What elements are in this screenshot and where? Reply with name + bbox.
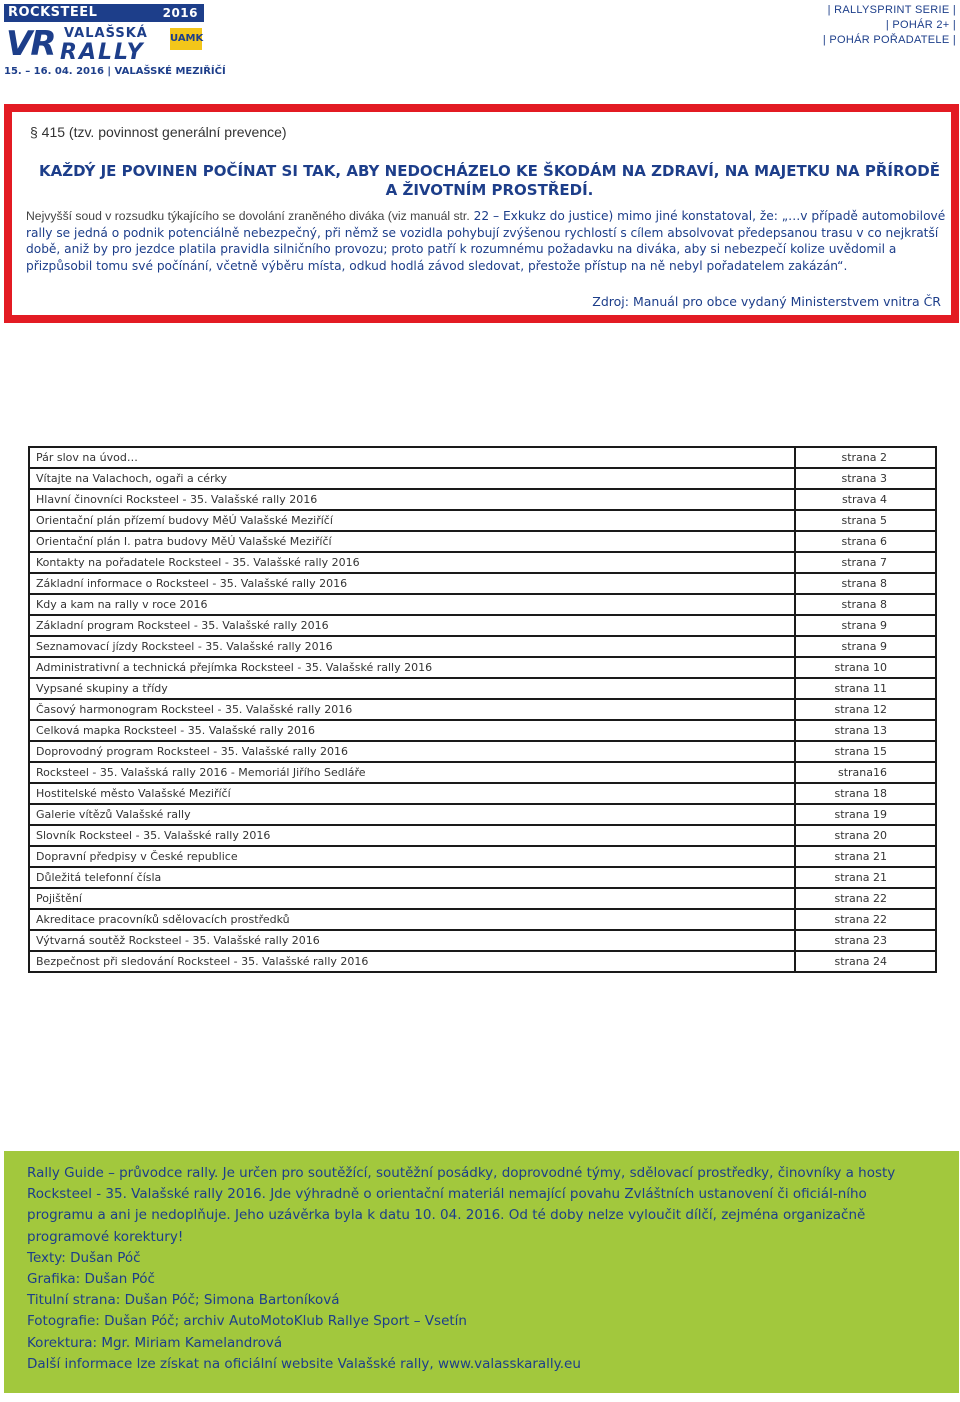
logo-rally: RALLY — [60, 40, 145, 65]
table-row — [29, 762, 936, 783]
logo-year: 2016 — [162, 6, 198, 20]
toc-title: Slovník Rocksteel - 35. Valašské rally 2016 — [29, 825, 795, 846]
toc-page: strana 5 — [795, 510, 936, 531]
toc-page: strana 2 — [795, 447, 936, 468]
toc-page: strana 22 — [795, 888, 936, 909]
credit-korektura: Korektura: Mgr. Miriam Kamelandrová — [27, 1334, 283, 1351]
logo-main — [4, 24, 204, 64]
table-row — [29, 447, 936, 468]
toc-page: strana 22 — [795, 909, 936, 930]
table-row — [29, 468, 936, 489]
logo-rocksteel: ROCKSTEEL — [8, 5, 98, 20]
toc-page: strana 11 — [795, 678, 936, 699]
toc-title: Orientační plán přízemí budovy MěÚ Valašské Meziříčí — [29, 510, 795, 531]
toc-title: Seznamovací jízdy Rocksteel - 35. Valašské rally 2016 — [29, 636, 795, 657]
toc-title: Bezpečnost při sledování Rocksteel - 35. Valašské rally 2016 — [29, 951, 795, 972]
toc-title: Hlavní činovníci Rocksteel - 35. Valašské rally 2016 — [29, 489, 795, 510]
table-row — [29, 909, 936, 930]
table-row — [29, 657, 936, 678]
series-item: | RALLYSPRINT SERIE | — [827, 4, 956, 16]
table-row — [29, 510, 936, 531]
guide-description: Rally Guide – průvodce rally. Je určen pro soutěžící, soutěžní posádky, doprovodné týmy, sdělovací prostředky, činovníky a hosty Rocksteel - 35. Valašské rally 2016. Jde výhradně o orientační materiál nemající povahu Zvláštních ustanovení či oficiál-ního programu a ani je nedoplňuje. Jeho uzávěrka byla k datu 10. 04. 2016. Od té doby nelze vyloučit dílčí, zejména organizačně programové korektury! — [27, 1165, 896, 1245]
toc-page: strava 4 — [795, 489, 936, 510]
table-row — [29, 678, 936, 699]
toc-page: strana 8 — [795, 594, 936, 615]
toc-page: strana 6 — [795, 531, 936, 552]
toc-page: strana 13 — [795, 720, 936, 741]
toc-title: Galerie vítězů Valašské rally — [29, 804, 795, 825]
toc-title: Dopravní předpisy v České republice — [29, 846, 795, 867]
toc-title: Celková mapka Rocksteel - 35. Valašské rally 2016 — [29, 720, 795, 741]
warning-box — [4, 104, 959, 323]
table-row — [29, 573, 936, 594]
table-row — [29, 930, 936, 951]
warning-heading: KAŽDÝ JE POVINEN POČÍNAT SI TAK, ABY NEDOCHÁZELO KE ŠKODÁM NA ZDRAVÍ, NA MAJETKU NA PŘÍRODĚ A ŽIVOTNÍM PROSTŘEDÍ. — [39, 162, 940, 199]
toc-page: strana 18 — [795, 783, 936, 804]
toc-title: Kontakty na pořadatele Rocksteel - 35. Valašské rally 2016 — [29, 552, 795, 573]
toc-page: strana 15 — [795, 741, 936, 762]
series-item: | POHÁR 2+ | — [885, 19, 956, 31]
logo-valasska: VALAŠSKÁ — [64, 26, 148, 41]
ruling-body: 22 – Exkukz do justice) mimo jiné konstatoval, že: „…v případě automobilové rally se jedná o podnik potenciálně nebezpečný, při němž se vozidla pohybují zvýšenou rychlostí s cílem absolvovat předepsanou trasu v co nejkratší době, aniž by pro jezdce platila pravidla silničního provozu; proto patří k rozumnému požadavku na diváka, aby si nebezpečí kolize uvědomil a přizpůsobil tomu své počínání, včetně výběru místa, odkud hodlá závod sledovat, přestože přístup na ně nebyl pořadatelem zakázán“. — [26, 209, 946, 273]
toc-page: strana 20 — [795, 825, 936, 846]
source-note: Zdroj: Manuál pro obce vydaný Ministerstvem vnitra ČR — [592, 294, 941, 309]
table-row — [29, 636, 936, 657]
toc-page: strana 19 — [795, 804, 936, 825]
table-row — [29, 846, 936, 867]
table-row — [29, 489, 936, 510]
toc-body — [29, 447, 936, 972]
ruling-intro: Nejvyšší soud v rozsudku týkajícího se dovolání zraněného diváka (viz manuál str. — [26, 209, 470, 223]
toc-page: strana 24 — [795, 951, 936, 972]
toc-title: Časový harmonogram Rocksteel - 35. Valašské rally 2016 — [29, 699, 795, 720]
toc-title: Akreditace pracovníků sdělovacích prostředků — [29, 909, 795, 930]
toc-page: strana 10 — [795, 657, 936, 678]
table-row — [29, 867, 936, 888]
table-row — [29, 720, 936, 741]
law-reference: § 415 (tzv. povinnost generální prevence) — [30, 124, 287, 140]
toc-title: Pojištění — [29, 888, 795, 909]
logo-top-bar — [4, 4, 204, 22]
table-row — [29, 594, 936, 615]
toc-page: strana 3 — [795, 468, 936, 489]
toc-page: strana 9 — [795, 615, 936, 636]
toc-title: Důležitá telefonní čísla — [29, 867, 795, 888]
table-row — [29, 699, 936, 720]
credit-fotografie: Fotografie: Dušan Póč; archiv AutoMotoKlub Rallye Sport – Vsetín — [27, 1313, 467, 1330]
table-row — [29, 951, 936, 972]
credit-grafika: Grafika: Dušan Póč — [27, 1271, 155, 1288]
table-row — [29, 825, 936, 846]
toc-title: Vítajte na Valachoch, ogaři a cérky — [29, 468, 795, 489]
credit-titulni: Titulní strana: Dušan Póč; Simona Bartoníková — [27, 1292, 340, 1309]
toc-title: Výtvarná soutěž Rocksteel - 35. Valašské rally 2016 — [29, 930, 795, 951]
table-row — [29, 615, 936, 636]
toc-page: strana 21 — [795, 846, 936, 867]
table-row — [29, 888, 936, 909]
toc-title: Pár slov na úvod… — [29, 447, 795, 468]
toc-page: strana 7 — [795, 552, 936, 573]
credits-box — [4, 1151, 959, 1393]
toc-title: Hostitelské město Valašské Meziříčí — [29, 783, 795, 804]
logo-uamk: UAMK — [170, 28, 202, 50]
table-of-contents — [28, 446, 937, 973]
logo-dates: 15. – 16. 04. 2016 | VALAŠSKÉ MEZIŘÍČÍ — [4, 66, 226, 77]
toc-title: Rocksteel - 35. Valašská rally 2016 - Memoriál Jiřího Sedláře — [29, 762, 795, 783]
credits-text — [27, 1163, 932, 1375]
table-row — [29, 783, 936, 804]
logo-vr: VR — [6, 24, 55, 64]
toc-page: strana 21 — [795, 867, 936, 888]
toc-page: strana 23 — [795, 930, 936, 951]
series-item: | POHÁR POŘADATELE | — [822, 34, 956, 46]
credit-texty: Texty: Dušan Póč — [27, 1249, 141, 1266]
toc-page: strana 12 — [795, 699, 936, 720]
table-row — [29, 531, 936, 552]
toc-title: Vypsané skupiny a třídy — [29, 678, 795, 699]
toc-page: strana 9 — [795, 636, 936, 657]
table-row — [29, 552, 936, 573]
toc-title: Orientační plán I. patra budovy MěÚ Valašské Meziříčí — [29, 531, 795, 552]
toc-title: Základní program Rocksteel - 35. Valašské rally 2016 — [29, 615, 795, 636]
more-info: Další informace lze získat na oficiální website Valašské rally, www.valasskarally.eu — [27, 1355, 581, 1372]
toc-title: Základní informace o Rocksteel - 35. Valašské rally 2016 — [29, 573, 795, 594]
toc-title: Kdy a kam na rally v roce 2016 — [29, 594, 795, 615]
table-row — [29, 741, 936, 762]
toc-page: strana 8 — [795, 573, 936, 594]
toc-title: Doprovodný program Rocksteel - 35. Valašské rally 2016 — [29, 741, 795, 762]
court-ruling-text — [26, 208, 950, 274]
event-logo — [4, 4, 226, 78]
table-row — [29, 804, 936, 825]
toc-title: Administrativní a technická přejímka Rocksteel - 35. Valašské rally 2016 — [29, 657, 795, 678]
toc-page: strana16 — [795, 762, 936, 783]
series-list — [823, 3, 956, 48]
